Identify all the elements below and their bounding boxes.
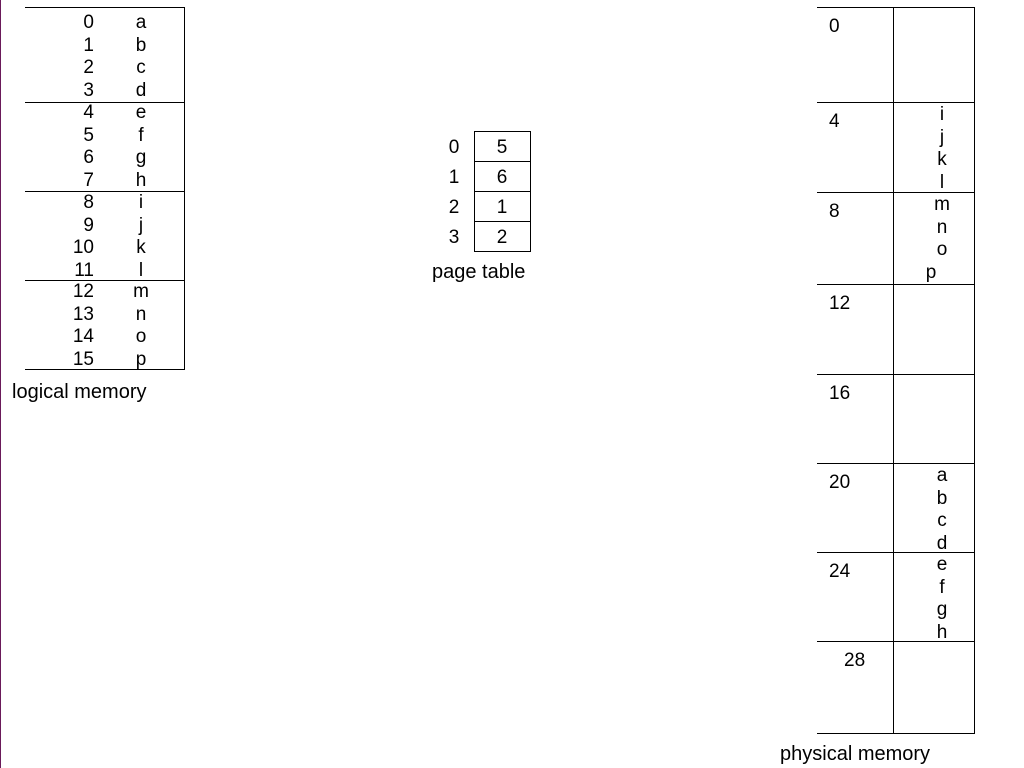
logical-address: 2 <box>83 57 94 78</box>
frame-number: 5 <box>496 137 508 158</box>
logical-address: 5 <box>83 124 94 146</box>
page-table-divider <box>474 221 531 222</box>
logical-byte: d <box>135 79 147 101</box>
physical-byte: d <box>936 532 948 554</box>
physical-address: 0 <box>829 16 840 37</box>
physical-byte: m <box>934 194 950 215</box>
logical-address: 7 <box>83 169 94 191</box>
logical-byte: h <box>135 169 147 191</box>
physical-memory-caption: physical memory <box>780 743 931 765</box>
logical-address: 3 <box>83 79 94 101</box>
physical-frame-divider <box>817 463 975 464</box>
physical-frame-divider <box>817 284 975 285</box>
logical-byte: o <box>135 326 147 347</box>
logical-byte: m <box>133 281 149 302</box>
logical-address: 9 <box>83 214 94 236</box>
logical-address: 0 <box>83 12 94 33</box>
page-number: 3 <box>448 227 460 248</box>
logical-byte: g <box>135 147 147 168</box>
logical-byte: i <box>138 192 144 213</box>
physical-byte: p <box>925 261 937 283</box>
physical-byte: i <box>939 104 945 125</box>
physical-address: 4 <box>829 111 840 132</box>
page-table-divider <box>474 191 531 192</box>
physical-address: 20 <box>829 472 851 493</box>
physical-byte: c <box>937 510 947 531</box>
logical-address: 6 <box>83 147 94 168</box>
page-number: 1 <box>448 167 460 188</box>
logical-address: 15 <box>72 348 94 370</box>
page-number: 2 <box>448 197 460 218</box>
logical-byte: l <box>138 259 144 281</box>
physical-frame-divider <box>817 102 975 103</box>
logical-byte: f <box>138 124 144 146</box>
logical-memory-caption: logical memory <box>12 381 147 403</box>
physical-frame-divider <box>817 7 975 8</box>
logical-address: 1 <box>83 34 94 56</box>
physical-address: 16 <box>829 383 851 404</box>
physical-frame-divider <box>817 733 975 734</box>
logical-address: 13 <box>72 303 94 325</box>
logical-byte: n <box>135 303 147 325</box>
logical-address: 4 <box>83 102 94 123</box>
physical-byte: a <box>936 465 948 486</box>
logical-byte: c <box>136 57 146 78</box>
logical-memory <box>0 0 240 420</box>
frame-number: 2 <box>496 227 508 248</box>
logical-address: 14 <box>72 326 94 347</box>
physical-byte: e <box>936 554 948 575</box>
logical-byte: k <box>136 237 146 258</box>
physical-address: 8 <box>829 201 840 222</box>
physical-memory <box>770 0 1024 768</box>
logical-page-divider <box>25 7 185 8</box>
logical-byte: e <box>135 102 147 123</box>
physical-byte: k <box>937 149 947 170</box>
page-number: 0 <box>448 137 460 158</box>
physical-byte: n <box>936 216 948 238</box>
logical-address: 11 <box>74 259 94 281</box>
frame-number: 6 <box>496 167 508 188</box>
logical-address: 10 <box>72 237 94 258</box>
page-table <box>420 125 600 295</box>
physical-byte: l <box>939 171 945 193</box>
physical-address: 24 <box>829 561 851 582</box>
logical-byte: j <box>138 214 144 236</box>
physical-byte: f <box>939 576 945 598</box>
physical-byte: g <box>936 599 948 620</box>
physical-byte: h <box>936 621 948 643</box>
physical-byte: j <box>939 126 945 148</box>
page-table-divider <box>474 161 531 162</box>
frame-number: 1 <box>496 197 508 218</box>
logical-byte: b <box>135 34 147 56</box>
logical-byte: a <box>135 12 147 33</box>
page-table-caption: page table <box>432 261 526 283</box>
physical-frame-divider <box>817 374 975 375</box>
physical-address: 28 <box>844 650 866 671</box>
physical-byte: b <box>936 487 948 509</box>
logical-address: 8 <box>83 192 94 213</box>
logical-address: 12 <box>72 281 94 302</box>
physical-byte: o <box>936 239 948 260</box>
physical-address: 12 <box>829 293 851 314</box>
logical-byte: p <box>135 348 147 370</box>
